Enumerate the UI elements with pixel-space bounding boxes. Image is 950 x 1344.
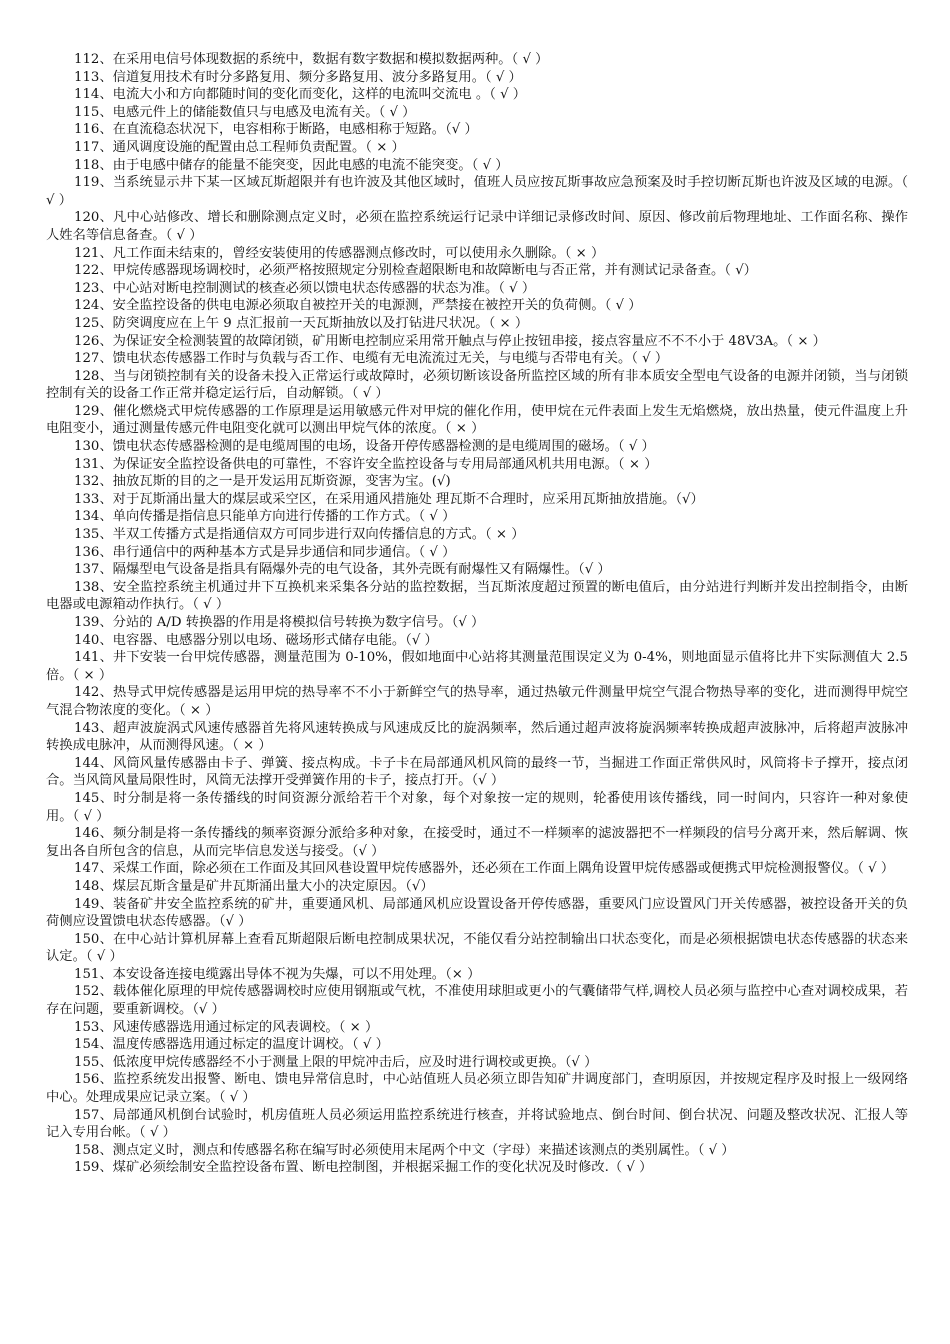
- question-item: 155、低浓度甲烷传感器经不小于测量上限的甲烷冲击后，应及时进行调校或更换。（√ ）: [74, 1054, 598, 1070]
- question-item: 134、单向传播是指信息只能单方向进行传播的工作方式。（ √ ）: [74, 509, 456, 525]
- question-item: 146、频分制是将一条传播线的频率资源分派给多种对象，在接受时，通过不一样频率的滤波器把不一样频段的信号分离开来，然后解调、恢复出各自所包含的信息，从而完毕信息发送与接受。（√ ）: [46, 826, 908, 859]
- question-item: 152、载体催化原理的甲烷传感器调校时应使用钢瓶或气枕，不准使用球胆或更小的气囊储带气样,调校人员必须与监控中心查对调校成果，若存在问题，要重新调校。（√ ）: [46, 984, 908, 1018]
- question-item: 154、温度传感器选用通过标定的温度计调校。（ √ ）: [74, 1037, 389, 1053]
- question-item: 124、安全监控设备的供电电源必须取自被控开关的电源测，严禁接在被控开关的负荷侧。（ √ ）: [74, 298, 642, 314]
- question-item: 147、采煤工作面，除必须在工作面及其回风巷设置甲烷传感器外，还必须在工作面上隅角设置甲烷传感器或便携式甲烷检测报警仪。（ √ ）: [74, 861, 895, 877]
- question-item: 143、超声波旋涡式风速传感器首先将风速转换成与风速成反比的旋涡频率，然后通过超声波将旋涡频率转换成超声波脉冲，后将超声波脉冲转换成电脉冲，从而测得风速。（ × ）: [46, 720, 908, 754]
- question-item: 140、电容器、电感器分别以电场、磁场形式储存电能。（√ ）: [74, 632, 438, 648]
- question-item: 132、抽放瓦斯的目的之一是开发运用瓦斯资源，变害为宝。(√): [74, 474, 451, 490]
- question-item: 149、装备矿井安全监控系统的矿井，重要通风机、局部通风机应设置设备开停传感器，重要风门应设置风门开关传感器，被控设备开关的负荷侧应设置馈电状态传感器。（√ ）: [46, 896, 908, 930]
- question-item: 129、催化燃烧式甲烷传感器的工作原理是运用敏感元件对甲烷的催化作用，使甲烷在元件表面上发生无焰燃烧，放出热量，使元件温度上升电阻变小，通过测量传感元件电阻变化就可以测出甲烷气体的浓度。（ × ）: [46, 403, 908, 437]
- question-item: 113、信道复用技术有时分多路复用、频分多路复用、波分多路复用。（ √ ）: [74, 69, 522, 85]
- question-item: 144、风筒风量传感器由卡子、弹簧、接点构成。卡子卡在局部通风机风筒的最终一节，当掘进工作面正常供风时，风筒将卡子撑开，接点闭合。当风筒风量局限性时，风筒无法撑开受弹簧作用的卡子，接点打开。（√ ）: [46, 755, 908, 789]
- question-item: 135、半双工传播方式是指通信双方可同步进行双向传播信息的方式。（ × ）: [74, 527, 525, 543]
- question-item: 158、测点定义时，测点和传感器名称在编写时必须使用末尾两个中文（字母）来描述该测点的类别属性。（ √ ）: [74, 1142, 735, 1158]
- question-item: 117、通风调度设施的配置由总工程师负责配置。（ × ）: [74, 139, 405, 155]
- question-item: 126、为保证安全检测装置的故障闭锁，矿用断电控制应采用常开触点与停止按钮串接，接点容量应不不不小于 48V3A。（ × ）: [74, 333, 826, 349]
- question-item: 116、在直流稳态状况下，电容相称于断路，电感相称于短路。（√ ）: [74, 122, 478, 138]
- question-item: 125、防突调度应在上午 9 点汇报前一天瓦斯抽放以及打钻进尺状况。（ × ）: [74, 315, 529, 331]
- question-item: 153、风速传感器选用通过标定的风表调校。（ × ）: [74, 1019, 379, 1035]
- question-item: 114、电流大小和方向都随时间的变化而变化，这样的电流叫交流电 。（ √ ）: [74, 87, 527, 103]
- question-item: 120、凡中心站修改、增长和删除测点定义时，必须在监控系统运行记录中详细记录修改时间、原因、修改前后物理地址、工作面名称、操作人姓名等信息备查。（ √ ）: [46, 210, 908, 243]
- question-item: 123、中心站对断电控制测试的核查必须以馈电状态传感器的状态为准。（ √ ）: [74, 280, 536, 296]
- question-list: [46, 51, 908, 1177]
- question-item: 138、安全监控系统主机通过井下互换机来采集各分站的监控数据，当瓦斯浓度超过预置的断电值后，由分站进行判断并发出控制指令，由断电器或电源箱动作执行。（ √ ）: [46, 579, 908, 613]
- question-item: 157、局部通风机倒台试验时，机房值班人员必须运用监控系统进行核查，并将试验地点、倒台时间、倒台状况、问题及整改状况、汇报人等记入专用台帐。（ √ ）: [46, 1107, 908, 1141]
- question-item: 159、煤矿必须绘制安全监控设备布置、断电控制图，并根据采掘工作的变化状况及时修改.（ √ ）: [74, 1160, 653, 1176]
- question-item: 148、煤层瓦斯含量是矿井瓦斯涌出量大小的决定原因。（√）: [74, 878, 434, 894]
- question-item: 133、对于瓦斯涌出量大的煤层或采空区，在采用通风措施处 理瓦斯不合理时，应采用瓦斯抽放措施。（√）: [74, 491, 704, 507]
- question-item: 119、当系统显示井下某一区域瓦斯超限并有也许波及其他区域时，值班人员应按瓦斯事故应急预案及时手控切断瓦斯也许波及区域的电源。（ √ ）: [46, 175, 908, 208]
- question-item: 121、凡工作面未结束的，曾经安装使用的传感器测点修改时，可以使用永久删除。（ × ）: [74, 245, 605, 261]
- question-item: 127、馈电状态传感器工作时与负载与否工作、电缆有无电流流过无关，与电缆与否带电有关。（ √ ）: [74, 351, 669, 367]
- question-item: 136、串行通信中的两种基本方式是异步通信和同步通信。（ √ ）: [74, 544, 456, 560]
- question-item: 139、分站的 A/D 转换器的作用是将模拟信号转换为数字信号。（√ ）: [74, 615, 485, 630]
- question-item: 151、本安设备连接电缆露出导体不视为失爆，可以不用处理。（× ）: [74, 966, 481, 982]
- question-item: 141、井下安装一台甲烷传感器，测量范围为 0-10%，假如地面中心站将其测量范围误定义为 0-4%，则地面显示值将比井下实际测值大 2.5 倍。（ × ）: [46, 650, 908, 683]
- question-item: 137、隔爆型电气设备是指具有隔爆外壳的电气设备，其外壳既有耐爆性又有隔爆性。（√ ）: [74, 562, 611, 578]
- question-item: 130、馈电状态传感器检测的是电缆周围的电场，设备开停传感器检测的是电缆周围的磁场。（ √ ）: [74, 439, 655, 455]
- question-item: 150、在中心站计算机屏幕上查看瓦斯超限后断电控制成果状况，不能仅看分站控制输出口状态变化，而是必须根据馈电状态传感器的状态来认定。（ √ ）: [46, 931, 908, 965]
- question-item: 128、当与闭锁控制有关的设备未投入正常运行或故障时，必须切断该设备所监控区域的所有非本质安全型电气设备的电源并闭锁，当与闭锁控制有关的设备工作正常并稳定运行后，自动解锁。（ √ ）: [46, 368, 908, 402]
- question-item: 142、热导式甲烷传感器是运用甲烷的热导率不不小于新鲜空气的热导率，通过热敏元件测量甲烷空气混合物热导率的变化，进而测得甲烷空气混合物浓度的变化。（ × ）: [46, 685, 908, 718]
- question-item: 131、为保证安全监控设备供电的可靠性，不容许安全监控设备与专用局部通风机共用电源。（ × ）: [74, 456, 658, 472]
- question-item: 115、电感元件上的储能数值只与电感及电流有关。（ √ ）: [74, 104, 416, 120]
- question-item: 145、时分制是将一条传播线的时间资源分派给若干个对象，每个对象按一定的规则，轮番使用该传播线，同一时间内，只容许一种对象使用。（ √ ）: [46, 790, 908, 824]
- question-item: 122、甲烷传感器现场调校时，必须严格按照规定分别检查超限断电和故障断电与否正常，并有测试记录备查。（ √）: [74, 263, 757, 279]
- question-item: 156、监控系统发出报警、断电、馈电异常信息时，中心站值班人员必须立即告知矿井调度部门，查明原因，并按规定程序及时报上一级网络中心。处理成果应记录立案。（ √ ）: [46, 1072, 908, 1106]
- question-item: 112、在采用电信号体现数据的系统中，数据有数字数据和模拟数据两种。（ √ ）: [74, 52, 549, 67]
- question-item: 118、由于电感中储存的能量不能突变，因此电感的电流不能突变。（ √ ）: [74, 157, 509, 173]
